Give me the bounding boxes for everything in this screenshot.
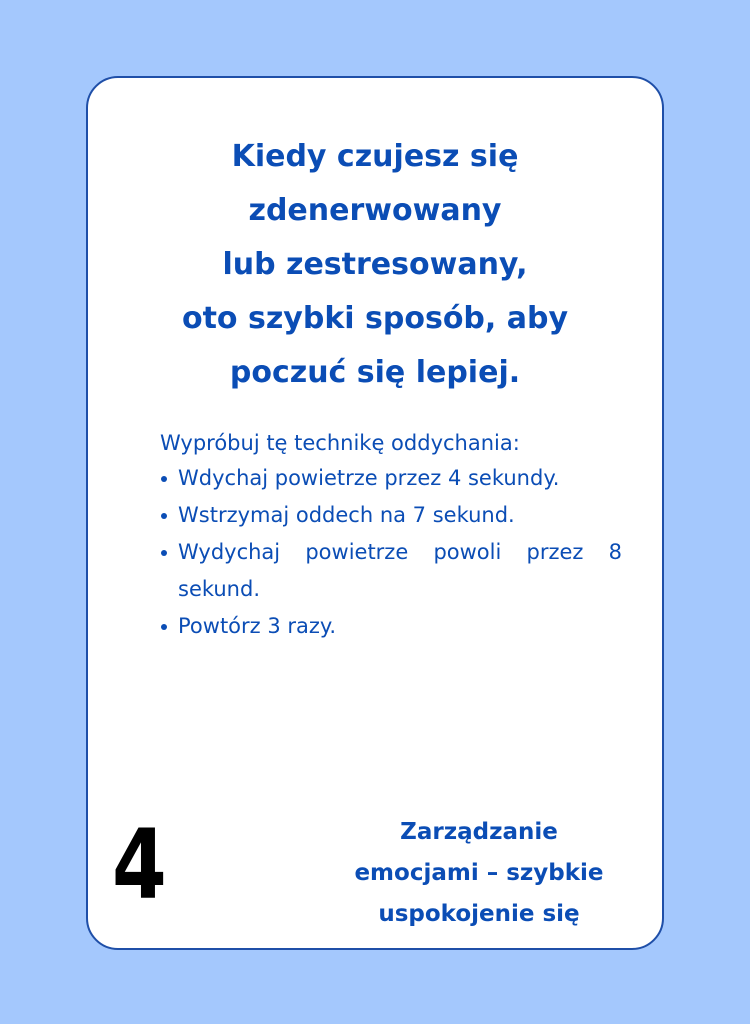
card-number: 4 (112, 809, 167, 921)
breathing-step: Wdychaj powietrze przez 4 sekundy. (178, 460, 622, 497)
headline-line: poczuć się lepiej. (229, 355, 521, 390)
headline-line: lub zestresowany, (222, 247, 528, 282)
topic-line: Zarządzanie (400, 819, 558, 845)
breathing-step: Wydychaj powietrze powoli przez 8 sekund. (178, 534, 622, 608)
breathing-steps-list (178, 460, 622, 645)
breathing-step: Powtórz 3 razy. (178, 608, 622, 645)
breathing-step: Wstrzymaj oddech na 7 sekund. (178, 497, 622, 534)
headline-line: Kiedy czujesz się (231, 139, 519, 174)
card-topic (298, 812, 660, 935)
technique-intro: Wypróbuj tę technikę oddychania: (160, 431, 520, 455)
topic-line: uspokojenie się (378, 901, 580, 927)
headline-line: zdenerwowany (248, 193, 502, 228)
topic-line: emocjami – szybkie (354, 860, 604, 886)
breathing-card (86, 76, 664, 950)
card-headline (128, 130, 622, 400)
headline-line: oto szybki sposób, aby (181, 301, 569, 336)
